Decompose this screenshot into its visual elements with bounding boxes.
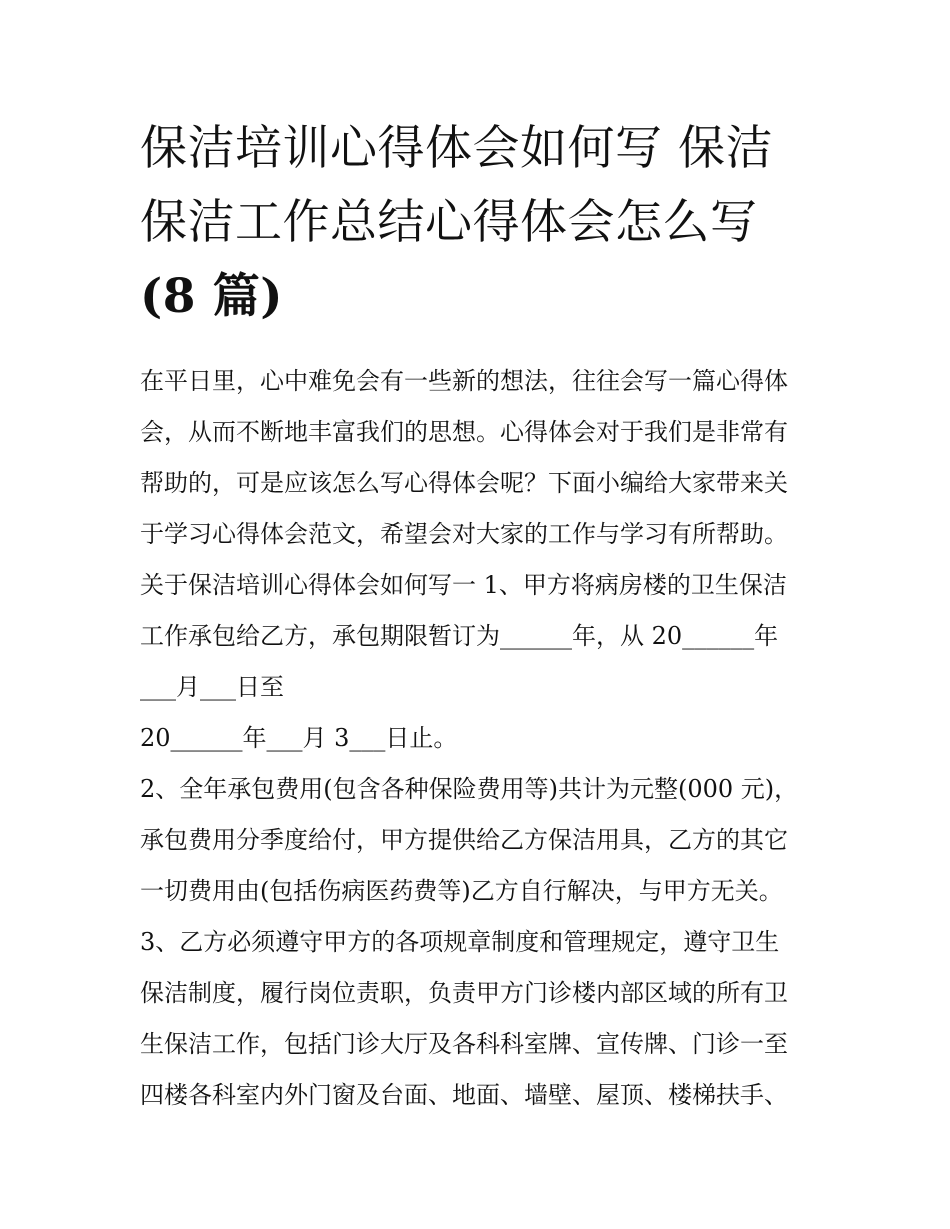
body-line: ___月___日至 — [140, 673, 284, 701]
body-line: 帮助的，可是应该怎么写心得体会呢？下面小编给大家带来关 — [140, 469, 788, 497]
title-line: (8 篇) — [140, 269, 284, 324]
document-title — [140, 112, 820, 334]
title-line: 保洁工作总结心得体会怎么写 — [140, 195, 758, 250]
body-line: 2、全年承包费用(包含各种保险费用等)共计为元整(000 元)， — [140, 775, 799, 803]
body-line: 一切费用由(包括伤病医药费等)乙方自行解决，与甲方无关。 — [140, 877, 783, 905]
body-line: 会，从而不断地丰富我们的思想。心得体会对于我们是非常有 — [140, 418, 788, 446]
body-line: 20______年___月 3___日止。 — [140, 724, 458, 752]
document-body — [140, 356, 820, 1121]
body-line: 工作承包给乙方，承包期限暂订为______年，从 20______年 — [140, 622, 779, 650]
body-line: 承包费用分季度给付，甲方提供给乙方保洁用具，乙方的其它 — [140, 826, 788, 854]
body-line: 3、乙方必须遵守甲方的各项规章制度和管理规定，遵守卫生 — [140, 928, 780, 956]
body-line: 生保洁工作，包括门诊大厅及各科科室牌、宣传牌、门诊一至 — [140, 1030, 788, 1058]
title-line: 保洁培训心得体会如何写 保洁 — [140, 121, 773, 176]
body-line: 于学习心得体会范文，希望会对大家的工作与学习有所帮助。 — [140, 520, 788, 548]
body-line: 在平日里，心中难免会有一些新的想法，往往会写一篇心得体 — [140, 367, 788, 395]
body-line: 保洁制度，履行岗位责职，负责甲方门诊楼内部区域的所有卫 — [140, 979, 788, 1007]
body-line: 四楼各科室内外门窗及台面、地面、墙壁、屋顶、楼梯扶手、 — [140, 1081, 788, 1109]
body-line: 关于保洁培训心得体会如何写一 1、甲方将病房楼的卫生保洁 — [140, 571, 787, 599]
document-page — [140, 112, 820, 1121]
